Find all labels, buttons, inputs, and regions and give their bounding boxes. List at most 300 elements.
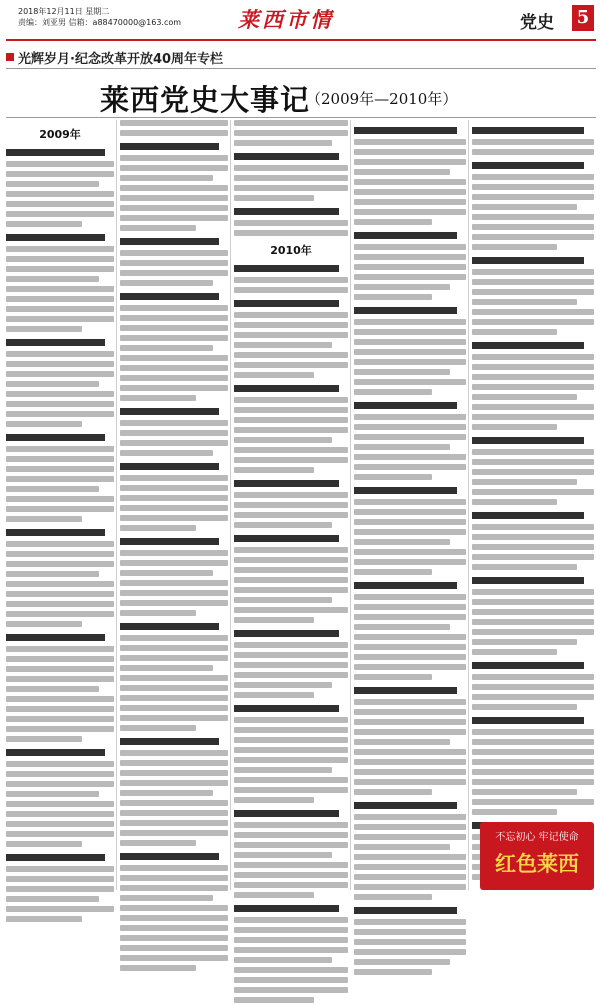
text-line [6, 551, 114, 557]
text-line [234, 120, 348, 126]
text-line [120, 635, 228, 641]
text-line [6, 326, 82, 332]
entry-heading [6, 529, 105, 536]
text-line [120, 715, 228, 721]
text-line [354, 699, 466, 705]
text-line [234, 287, 348, 293]
text-line [120, 685, 228, 691]
text-line [472, 789, 577, 795]
text-line [354, 444, 450, 450]
text-line [6, 246, 114, 252]
text-line [6, 601, 114, 607]
badge-title: 红色莱西 [495, 851, 579, 876]
text-line [472, 749, 594, 755]
text-line [120, 875, 228, 881]
text-line [120, 655, 228, 661]
text-line [472, 799, 594, 805]
text-line [472, 534, 594, 540]
text-line [354, 179, 466, 185]
text-line [234, 987, 348, 993]
entry-heading [234, 535, 339, 542]
text-line [234, 672, 348, 678]
text-line [472, 554, 594, 560]
text-line [354, 789, 432, 795]
text-line [354, 474, 432, 480]
text-line [120, 800, 228, 806]
text-line [6, 876, 114, 882]
text-line [120, 570, 213, 576]
text-line [472, 459, 594, 465]
text-line [472, 139, 594, 145]
article-title: 莱西党史大事记 [100, 83, 311, 117]
text-line [354, 769, 466, 775]
text-line [234, 175, 348, 181]
text-line [120, 885, 228, 891]
date-line: 2018年12月11日 星期二 [18, 7, 110, 16]
text-line [6, 611, 114, 617]
text-line [6, 466, 114, 472]
entry-heading [6, 749, 105, 756]
text-line [234, 997, 314, 1003]
text-line [234, 947, 348, 953]
text-line [354, 539, 450, 545]
text-line [472, 599, 594, 605]
text-line [354, 519, 466, 525]
masthead-rule [6, 39, 596, 41]
text-line [354, 834, 466, 840]
text-line [120, 515, 228, 521]
text-line [472, 174, 594, 180]
entry-heading [472, 577, 584, 584]
column-divider [230, 120, 231, 890]
text-line [120, 430, 228, 436]
text-line [120, 580, 228, 586]
text-line [354, 434, 466, 440]
text-line [234, 872, 348, 878]
text-line [120, 420, 228, 426]
editor-line: 责编：刘亚男 信箱：a88470000@163.com [18, 18, 182, 27]
text-line [354, 969, 432, 975]
text-line [354, 454, 466, 460]
entry-heading [6, 234, 105, 241]
entry-heading [472, 437, 584, 444]
entry-heading [234, 265, 339, 272]
text-line [234, 427, 348, 433]
text-line [472, 544, 594, 550]
text-line [472, 649, 557, 655]
entry-heading [472, 662, 584, 669]
text-line [120, 175, 213, 181]
text-line [120, 325, 228, 331]
entry-heading [120, 853, 219, 860]
text-line [234, 652, 348, 658]
text-line [120, 195, 228, 201]
text-line [6, 831, 114, 837]
text-line [354, 729, 466, 735]
column-5 [472, 120, 594, 884]
square-bullet-icon [6, 53, 14, 61]
text-line [120, 475, 228, 481]
text-line [120, 820, 228, 826]
text-line [354, 594, 466, 600]
text-line [234, 567, 348, 573]
text-line [234, 977, 348, 983]
text-line [472, 739, 594, 745]
text-line [120, 375, 228, 381]
text-line [120, 505, 228, 511]
text-line [234, 547, 348, 553]
text-line [472, 469, 594, 475]
text-line [6, 801, 114, 807]
entry-heading [354, 402, 457, 409]
text-line [120, 865, 228, 871]
text-line [234, 967, 348, 973]
text-line [234, 457, 348, 463]
text-line [234, 682, 332, 688]
text-line [120, 600, 228, 606]
text-line [6, 371, 114, 377]
text-line [354, 844, 450, 850]
text-line [6, 351, 114, 357]
masthead [0, 0, 600, 38]
text-line [354, 319, 466, 325]
text-line [472, 224, 594, 230]
text-line [354, 919, 466, 925]
text-line [234, 842, 348, 848]
text-line [6, 541, 114, 547]
text-line [120, 365, 228, 371]
text-line [120, 610, 196, 616]
text-line [6, 296, 114, 302]
text-line [472, 639, 577, 645]
text-line [6, 686, 99, 692]
text-line [472, 244, 557, 250]
entry-heading [6, 149, 105, 156]
entry-heading [354, 232, 457, 239]
text-line [6, 591, 114, 597]
text-line [354, 274, 466, 280]
text-line [472, 184, 594, 190]
text-line [472, 729, 594, 735]
entry-heading [354, 127, 457, 134]
text-line [472, 499, 557, 505]
entry-heading [354, 487, 457, 494]
entry-heading [234, 208, 339, 215]
text-line [120, 955, 228, 961]
text-line [354, 209, 466, 215]
text-line [6, 696, 114, 702]
text-line [472, 384, 594, 390]
text-line [6, 621, 82, 627]
text-line [472, 289, 594, 295]
text-line [234, 195, 314, 201]
text-line [120, 705, 228, 711]
text-line [354, 884, 466, 890]
text-line [234, 832, 348, 838]
text-line [354, 139, 466, 145]
text-line [354, 939, 466, 945]
text-line [6, 201, 114, 207]
text-line [354, 379, 466, 385]
column-divider [468, 120, 469, 890]
text-line [6, 771, 114, 777]
text-line [120, 590, 228, 596]
text-line [120, 945, 228, 951]
text-line [6, 306, 114, 312]
text-line [354, 779, 466, 785]
text-line [120, 250, 228, 256]
text-line [472, 279, 594, 285]
text-line [354, 824, 466, 830]
text-line [472, 309, 594, 315]
text-line [234, 312, 348, 318]
text-line [6, 496, 114, 502]
text-line [120, 315, 228, 321]
text-line [120, 155, 228, 161]
text-line [234, 342, 332, 348]
column-divider [350, 120, 351, 890]
text-line [6, 411, 114, 417]
text-line [6, 516, 82, 522]
text-line [6, 456, 114, 462]
text-line [354, 349, 466, 355]
text-line [354, 664, 466, 670]
text-line [234, 917, 348, 923]
column-1 [6, 120, 114, 926]
text-line [354, 149, 466, 155]
text-line [6, 916, 82, 922]
text-line [472, 449, 594, 455]
text-line [234, 130, 348, 136]
paper-name: 莱西市情 [238, 7, 334, 32]
text-line [120, 770, 228, 776]
text-line [6, 706, 114, 712]
text-line [234, 727, 348, 733]
entry-heading [6, 634, 105, 641]
text-line [120, 270, 228, 276]
text-line [472, 424, 557, 430]
text-line [6, 656, 114, 662]
text-line [120, 905, 228, 911]
text-line [6, 486, 99, 492]
text-line [120, 215, 228, 221]
text-line [6, 841, 82, 847]
text-line [354, 759, 466, 765]
text-line [234, 230, 348, 236]
text-line [6, 781, 114, 787]
text-line [6, 221, 82, 227]
text-line [120, 965, 196, 971]
text-line [234, 492, 348, 498]
entry-heading [472, 512, 584, 519]
text-line [6, 886, 114, 892]
year-heading-2009: 2009年 [39, 128, 81, 141]
text-line [354, 624, 450, 630]
text-line [234, 352, 348, 358]
text-line [234, 862, 348, 868]
text-line [6, 401, 114, 407]
text-line [472, 524, 594, 530]
text-line [354, 359, 466, 365]
text-line [472, 234, 594, 240]
text-line [6, 256, 114, 262]
entry-heading [354, 907, 457, 914]
text-line [472, 704, 577, 710]
text-line [6, 791, 99, 797]
text-line [354, 549, 466, 555]
text-line [234, 512, 348, 518]
text-line [6, 906, 114, 912]
text-line [354, 959, 450, 965]
text-line [472, 319, 594, 325]
entry-heading [120, 463, 219, 470]
text-line [354, 894, 432, 900]
entry-heading [120, 293, 219, 300]
text-line [6, 811, 114, 817]
entry-heading [354, 582, 457, 589]
text-line [120, 780, 228, 786]
text-line [234, 447, 348, 453]
text-line [472, 204, 577, 210]
text-line [354, 389, 432, 395]
text-line [472, 609, 594, 615]
text-line [6, 821, 114, 827]
text-line [234, 617, 314, 623]
text-line [234, 692, 314, 698]
text-line [120, 450, 213, 456]
text-line [120, 345, 213, 351]
text-line [120, 695, 228, 701]
text-line [120, 790, 213, 796]
entry-heading [234, 300, 339, 307]
red-laixi-badge [480, 822, 594, 890]
text-line [6, 866, 114, 872]
text-line [120, 840, 196, 846]
text-line [234, 185, 348, 191]
text-line [234, 557, 348, 563]
text-line [472, 299, 577, 305]
text-line [472, 149, 594, 155]
text-line [354, 219, 432, 225]
entry-heading [6, 854, 105, 861]
text-line [234, 767, 332, 773]
text-line [472, 769, 594, 775]
text-line [6, 171, 114, 177]
entry-heading [472, 257, 584, 264]
text-line [6, 896, 99, 902]
text-line [354, 654, 466, 660]
text-line [120, 550, 228, 556]
text-line [354, 414, 466, 420]
text-line [354, 424, 466, 430]
text-line [120, 725, 196, 731]
text-line [354, 604, 466, 610]
text-line [234, 892, 314, 898]
text-line [472, 394, 577, 400]
text-line [234, 332, 348, 338]
text-line [354, 864, 466, 870]
masthead-info [18, 6, 181, 28]
entry-heading [472, 342, 584, 349]
text-line [234, 937, 348, 943]
text-line [354, 749, 466, 755]
text-line [354, 159, 466, 165]
text-line [354, 369, 450, 375]
text-line [234, 717, 348, 723]
text-line [472, 564, 577, 570]
text-line [234, 597, 332, 603]
text-line [234, 822, 348, 828]
text-line [354, 329, 466, 335]
text-line [234, 397, 348, 403]
text-line [234, 140, 332, 146]
entry-heading [354, 307, 457, 314]
text-line [6, 561, 114, 567]
text-line [234, 277, 348, 283]
text-line [234, 957, 332, 963]
text-line [354, 644, 466, 650]
text-line [234, 322, 348, 328]
text-line [120, 830, 228, 836]
text-line [234, 407, 348, 413]
text-line [234, 362, 348, 368]
column-divider [116, 120, 117, 890]
section-name: 党史 [520, 13, 554, 33]
text-line [120, 395, 196, 401]
text-line [234, 662, 348, 668]
column-3 [234, 120, 348, 1007]
text-line [472, 489, 594, 495]
text-line [6, 726, 114, 732]
entry-heading [234, 705, 339, 712]
text-line [234, 607, 348, 613]
text-line [354, 709, 466, 715]
text-line [120, 760, 228, 766]
text-line [234, 882, 348, 888]
text-line [472, 404, 594, 410]
text-line [120, 560, 228, 566]
text-line [120, 915, 228, 921]
text-line [6, 181, 99, 187]
text-line [120, 185, 228, 191]
text-line [354, 814, 466, 820]
entry-heading [234, 810, 339, 817]
text-line [234, 577, 348, 583]
text-line [6, 421, 82, 427]
text-line [234, 787, 348, 793]
text-line [354, 949, 466, 955]
text-line [354, 614, 466, 620]
text-line [120, 355, 228, 361]
entry-heading [6, 434, 105, 441]
text-line [120, 675, 228, 681]
text-line [234, 797, 314, 803]
text-line [234, 642, 348, 648]
text-line [234, 417, 348, 423]
text-line [234, 502, 348, 508]
column-label-text: 光辉岁月·纪念改革开放40周年专栏 [18, 51, 224, 67]
entry-heading [472, 162, 584, 169]
text-line [6, 286, 114, 292]
text-line [6, 476, 114, 482]
text-line [472, 619, 594, 625]
text-line [120, 225, 196, 231]
text-line [354, 339, 466, 345]
text-line [234, 737, 348, 743]
text-line [354, 294, 432, 300]
text-line [120, 495, 228, 501]
text-line [472, 214, 594, 220]
